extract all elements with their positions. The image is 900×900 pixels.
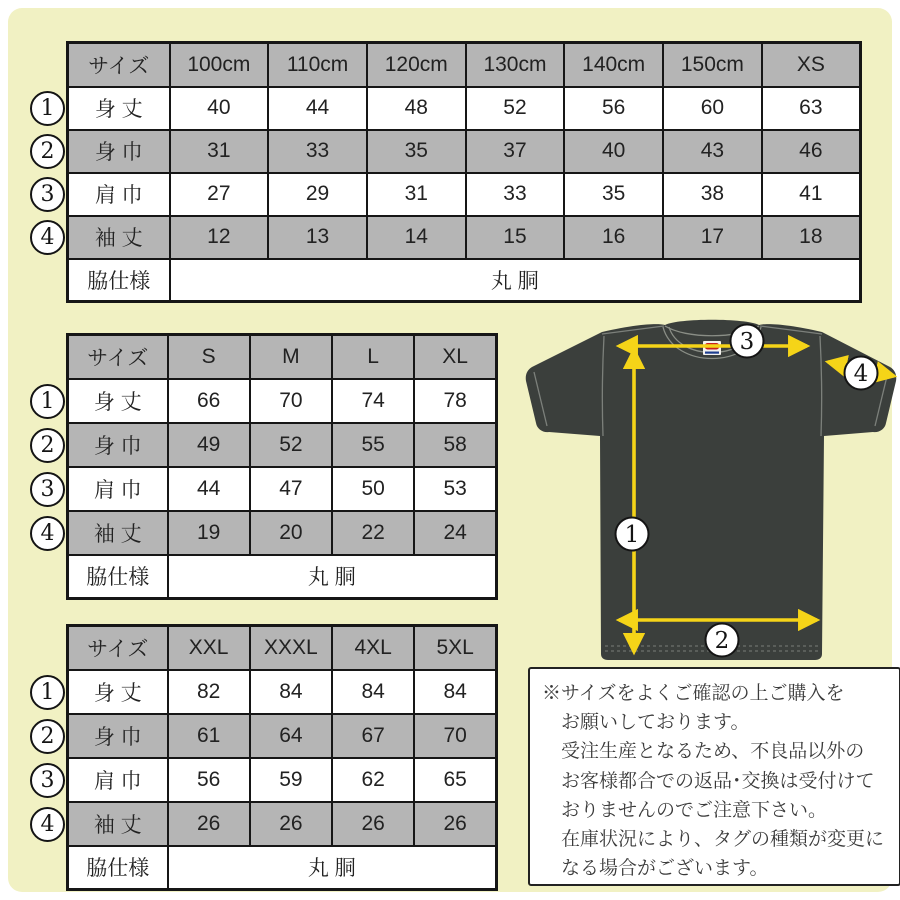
cell: 58 [414,423,496,467]
table-row [68,87,861,130]
cell: 37 [466,130,565,173]
column-header: 120cm [367,43,466,87]
cell: 52 [466,87,565,130]
row-label: 身 丈 [68,379,168,423]
table-row [68,714,497,758]
cell: 27 [170,173,269,216]
cell: 49 [168,423,250,467]
table-row [68,670,497,714]
cell: 84 [332,670,414,714]
collar-brand-tag [703,341,721,355]
table-row [68,758,497,802]
cell: 44 [268,87,367,130]
row-label: 肩 巾 [68,173,170,216]
column-header: XS [762,43,861,87]
notice-line: 在庫状況により、タグの種類が変更に [561,829,885,851]
cell: 18 [762,216,861,259]
notice-line: 受注生産となるため、不良品以外の [561,741,865,763]
column-header: L [332,335,414,379]
purchase-notice-box [528,667,900,886]
cell: 44 [168,467,250,511]
cell: 61 [168,714,250,758]
cell: 60 [663,87,762,130]
cell: 82 [168,670,250,714]
notice-line: おりませんのでご注意下さい。 [561,799,828,821]
cell: 26 [250,802,332,846]
circled-number-3: 3 [30,472,65,507]
row-label: 袖 丈 [68,216,170,259]
cell: 53 [414,467,496,511]
cell: 20 [250,511,332,555]
row-label: 脇仕様 [68,846,168,890]
table-footer-row [68,259,861,302]
column-header: サイズ [68,335,168,379]
footer-value: 丸 胴 [170,259,861,302]
table-row [68,173,861,216]
cell: 35 [564,173,663,216]
row-label: 肩 巾 [68,467,168,511]
cell: 70 [250,379,332,423]
cell: 56 [564,87,663,130]
column-header: XL [414,335,496,379]
cell: 84 [250,670,332,714]
row-label: 身 巾 [68,714,168,758]
yellow-panel [8,8,892,892]
cell: 78 [414,379,496,423]
row-label: 脇仕様 [68,555,168,599]
cell: 26 [414,802,496,846]
cell: 63 [762,87,861,130]
cell: 52 [250,423,332,467]
cell: 35 [367,130,466,173]
circled-number-1: 1 [30,384,65,419]
cell: 70 [414,714,496,758]
table-row [68,511,497,555]
adult-size-table [66,333,498,600]
table-row [68,802,497,846]
cell: 62 [332,758,414,802]
cell: 74 [332,379,414,423]
cell: 55 [332,423,414,467]
cell: 64 [250,714,332,758]
table-row [68,379,497,423]
cell: 43 [663,130,762,173]
cell: 33 [268,130,367,173]
notice-line: お願いしております。 [561,712,750,734]
circled-number-1: 1 [30,675,65,710]
kids-size-table-section [40,41,862,303]
column-header: 140cm [564,43,663,87]
circled-number-4: 4 [30,807,65,842]
row-label: 袖 丈 [68,802,168,846]
notice-line: なる場合がございます。 [561,858,769,880]
circled-number-3: 3 [30,763,65,798]
cell: 24 [414,511,496,555]
tshirt-silhouette [526,320,897,660]
column-header: 100cm [170,43,269,87]
table-row [68,130,861,173]
row-label: 身 巾 [68,130,170,173]
cell: 12 [170,216,269,259]
cell: 13 [268,216,367,259]
adult-size-table-section [40,333,498,600]
table-row [68,423,497,467]
column-header: M [250,335,332,379]
cell: 47 [250,467,332,511]
cell: 26 [332,802,414,846]
marker-1: 1 [624,522,640,548]
circled-number-1: 1 [30,91,65,126]
row-label: 身 丈 [68,670,168,714]
cell: 29 [268,173,367,216]
column-header: XXL [168,626,250,670]
row-label: 袖 丈 [68,511,168,555]
notice-line: お客様都合での返品･交換は受付けて [561,770,875,792]
kids-size-table [66,41,862,303]
cell: 38 [663,173,762,216]
cell: 22 [332,511,414,555]
column-header: XXXL [250,626,332,670]
table-header-row [68,626,497,670]
table-row [68,216,861,259]
row-label: 脇仕様 [68,259,170,302]
cell: 50 [332,467,414,511]
cell: 56 [168,758,250,802]
cell: 14 [367,216,466,259]
cell: 26 [168,802,250,846]
circled-number-2: 2 [30,719,65,754]
column-header: 130cm [466,43,565,87]
cell: 31 [170,130,269,173]
row-label: 身 丈 [68,87,170,130]
tshirt-measurement-diagram [518,316,900,668]
cell: 67 [332,714,414,758]
cell: 19 [168,511,250,555]
big-size-table [66,624,498,891]
column-header: 110cm [268,43,367,87]
column-header: サイズ [68,43,170,87]
cell: 59 [250,758,332,802]
notice-line: ※サイズをよくご確認の上ご購入を [542,683,845,704]
cell: 84 [414,670,496,714]
table-footer-row [68,846,497,890]
table-row [68,467,497,511]
row-label: 身 巾 [68,423,168,467]
footer-value: 丸 胴 [168,846,497,890]
column-header: サイズ [68,626,168,670]
column-header: 4XL [332,626,414,670]
marker-3: 3 [739,329,755,355]
cell: 41 [762,173,861,216]
big-size-table-section [40,624,498,891]
circled-number-4: 4 [30,220,65,255]
cell: 40 [564,130,663,173]
column-header: 5XL [414,626,496,670]
circled-number-4: 4 [30,516,65,551]
cell: 16 [564,216,663,259]
cell: 33 [466,173,565,216]
column-header: S [168,335,250,379]
table-header-row [68,335,497,379]
circled-number-2: 2 [30,428,65,463]
column-header: 150cm [663,43,762,87]
footer-value: 丸 胴 [168,555,497,599]
cell: 66 [168,379,250,423]
marker-2: 2 [714,628,730,654]
cell: 31 [367,173,466,216]
cell: 48 [367,87,466,130]
table-footer-row [68,555,497,599]
table-header-row [68,43,861,87]
cell: 15 [466,216,565,259]
row-label: 肩 巾 [68,758,168,802]
marker-4: 4 [853,361,869,387]
circled-number-2: 2 [30,134,65,169]
cell: 65 [414,758,496,802]
cell: 17 [663,216,762,259]
cell: 40 [170,87,269,130]
circled-number-3: 3 [30,177,65,212]
cell: 46 [762,130,861,173]
